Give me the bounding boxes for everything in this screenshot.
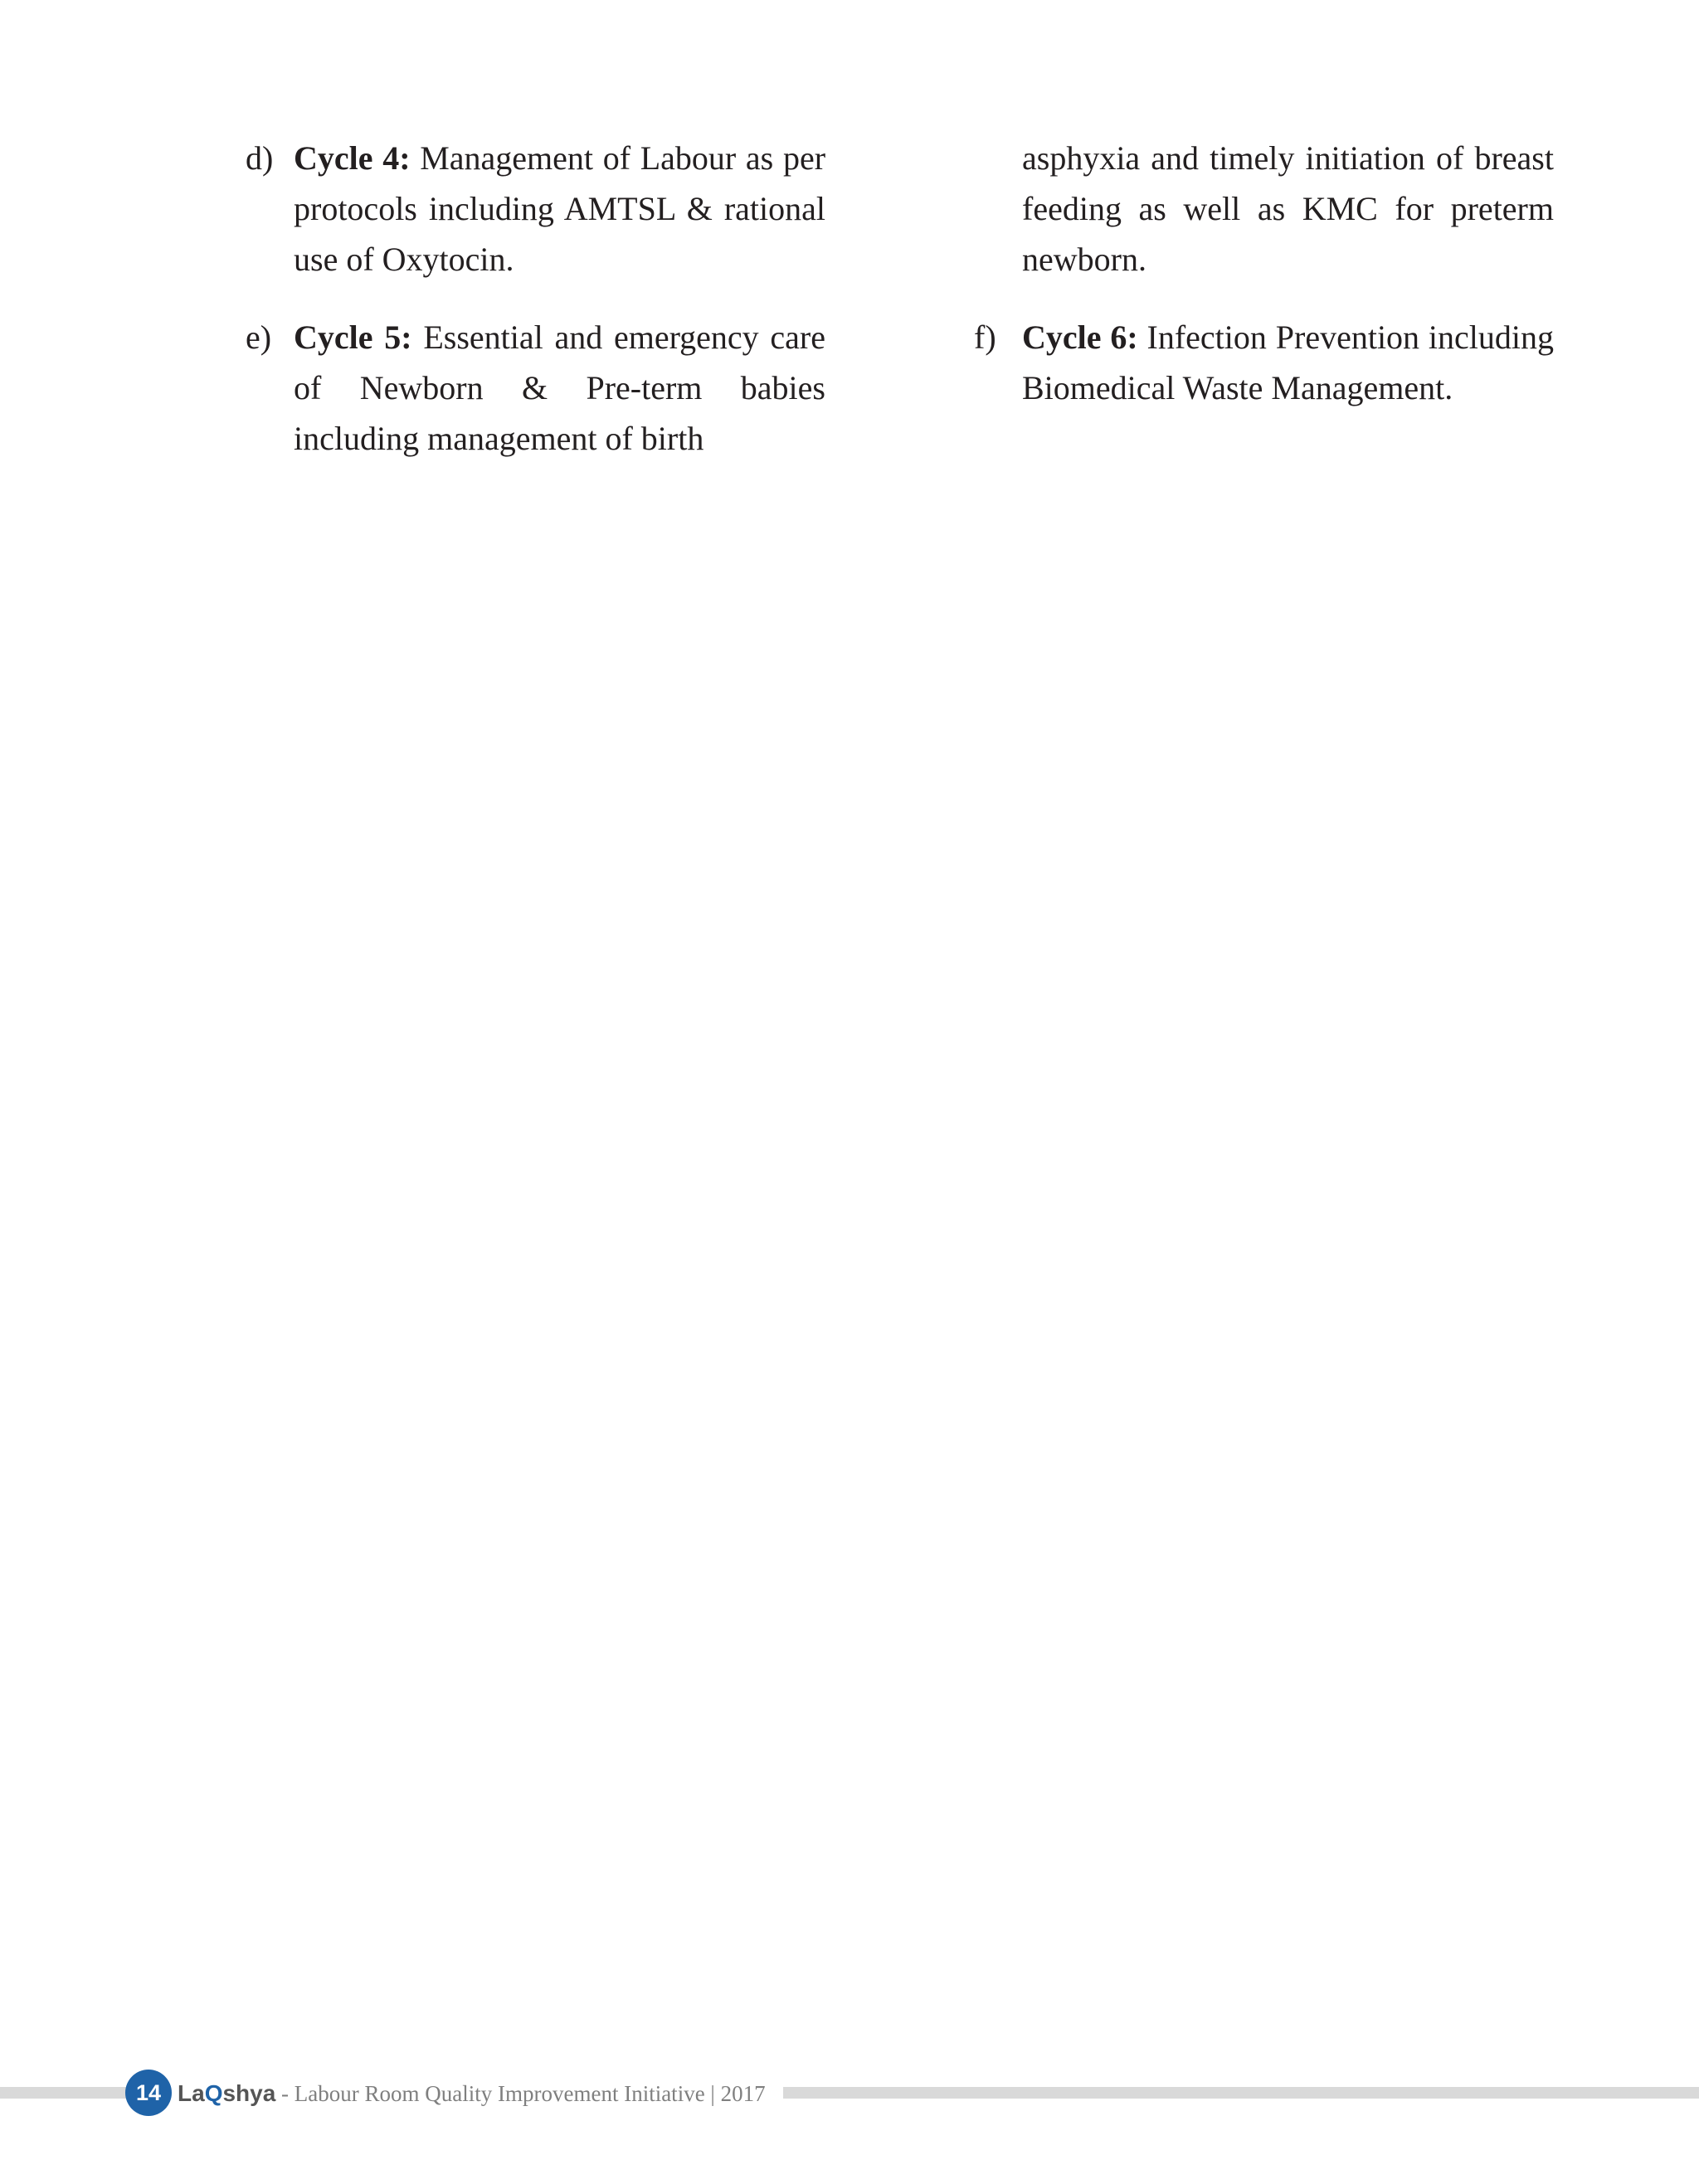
brand-prefix: La [178, 2080, 205, 2106]
cycle-heading: Cycle 6: [1022, 319, 1138, 356]
cycle-description: Essential and emergency care of Newborn & Pre-term babies including management of birth [294, 319, 826, 457]
footer-rule-left [0, 2087, 133, 2099]
list-marker: f) [974, 319, 996, 356]
footer-title [178, 2075, 766, 2112]
list-item-cycle-5-continued [971, 133, 1554, 285]
list-item-cycle-5 [242, 312, 825, 464]
footer-caption: - Labour Room Quality Improvement Initiative | 2017 [275, 2081, 766, 2106]
cycle-heading: Cycle 5: [294, 319, 412, 356]
right-column [971, 133, 1554, 440]
list-marker: d) [246, 139, 274, 177]
cycle-description: Management of Labour as per protocols including AMTSL & rational use of Oxytocin. [294, 139, 826, 278]
brand-suffix: shya [222, 2080, 276, 2106]
brand-logo [178, 2080, 275, 2106]
left-column [242, 133, 825, 491]
page-number-badge: 14 [125, 2070, 172, 2116]
cycle-heading: Cycle 4: [294, 139, 411, 177]
list-item-cycle-4 [242, 133, 825, 285]
cycle-description: asphyxia and timely initiation of breast feeding as well as KMC for preterm newborn. [1022, 139, 1554, 278]
brand-q: Q [204, 2080, 223, 2106]
list-marker: e) [246, 319, 272, 356]
list-item-cycle-6 [971, 312, 1554, 413]
footer-rule-right [783, 2087, 1699, 2099]
cycle-description: Infection Prevention including Biomedical Waste Management. [1022, 319, 1554, 406]
